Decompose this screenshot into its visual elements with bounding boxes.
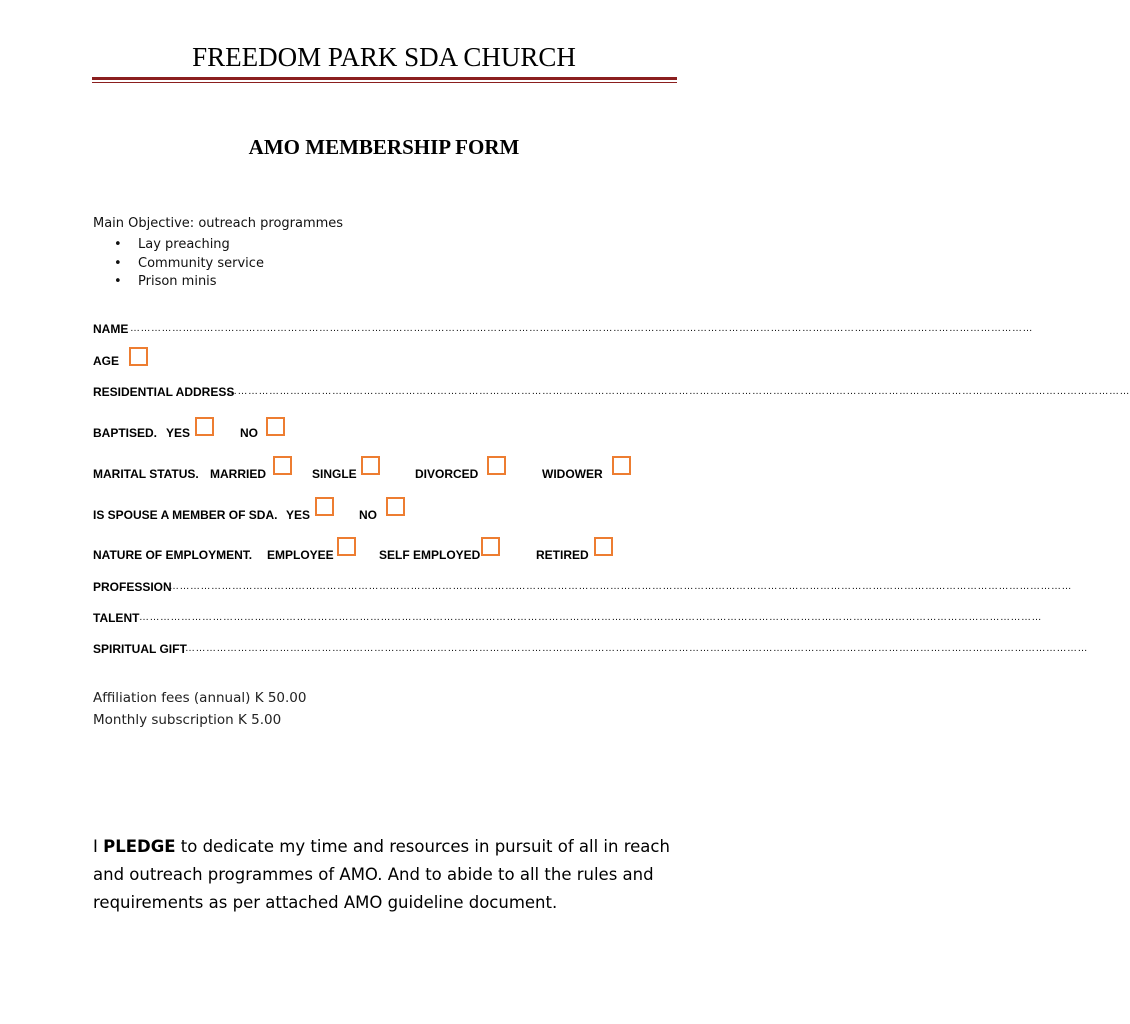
widower-checkbox[interactable] [612,456,631,475]
objective-item: • Lay preaching [112,236,264,255]
pledge-keyword: PLEDGE [103,837,176,856]
baptised-no-checkbox[interactable] [266,417,285,436]
baptised-yes-label: YES [166,426,191,440]
employee-checkbox[interactable] [337,537,356,556]
married-checkbox[interactable] [273,456,292,475]
objective-item: • Prison minis [112,273,264,292]
marital-status-label: MARITAL STATUS. [93,467,199,481]
widower-label: WIDOWER [542,467,603,481]
spouse-member-label: IS SPOUSE A MEMBER OF SDA. [93,508,278,522]
age-label: AGE [93,354,120,368]
baptised-yes-checkbox[interactable] [195,417,214,436]
name-label: NAME [93,322,129,336]
talent-field[interactable]: …………………………………………………………………………………………………………………………………………………………………………………………………………………………………… [139,612,1042,623]
self-employed-checkbox[interactable] [481,537,500,556]
main-objective: Main Objective: outreach programmes [93,216,344,231]
spouse-no-checkbox[interactable] [386,497,405,516]
address-field[interactable]: …………………………………………………………………………………………………………………………………………………………………………………………………………………………………… [227,386,1130,397]
church-name-heading: FREEDOM PARK SDA CHURCH [192,42,576,72]
spouse-yes-label: YES [286,508,311,522]
form-title: AMO MEMBERSHIP FORM [248,135,520,159]
spiritual-gift-label: SPIRITUAL GIFT [93,642,187,656]
baptised-label: BAPTISED. [93,426,158,440]
spouse-yes-checkbox[interactable] [315,497,334,516]
pledge-prefix: I [93,837,104,856]
pledge-text: to dedicate my time and resources in pursuit of all in reach and outreach programmes of AMO. And to abide to all the rules and requirements as per attached AMO guideline document. [93,837,670,912]
divorced-checkbox[interactable] [487,456,506,475]
retired-label: RETIRED [536,548,589,562]
divorced-label: DIVORCED [415,467,479,481]
employee-label: EMPLOYEE [267,548,334,562]
objective-list [112,236,264,292]
spouse-no-label: NO [359,508,377,522]
employment-label: NATURE OF EMPLOYMENT. [93,548,253,562]
header-rule-thick [92,77,677,80]
affiliation-fee: Affiliation fees (annual) K 50.00 [93,690,307,706]
baptised-no-label: NO [240,426,258,440]
objective-item: • Community service [112,255,264,274]
self-employed-label: SELF EMPLOYED [379,548,481,562]
married-label: MARRIED [210,467,266,481]
spiritual-gift-field[interactable]: …………………………………………………………………………………………………………………………………………………………………………………………………………………………………… [185,643,1088,654]
address-label: RESIDENTIAL ADDRESS [93,385,235,399]
profession-field[interactable]: …………………………………………………………………………………………………………………………………………………………………………………………………………………………………… [169,581,1072,592]
profession-label: PROFESSION [93,580,172,594]
header-rule-thin [92,82,677,83]
monthly-subscription: Monthly subscription K 5.00 [93,712,282,728]
single-checkbox[interactable] [361,456,380,475]
single-label: SINGLE [312,467,357,481]
age-checkbox[interactable] [129,347,148,366]
name-field[interactable]: …………………………………………………………………………………………………………………………………………………………………………………………………………………………………… [130,323,1033,334]
retired-checkbox[interactable] [594,537,613,556]
talent-label: TALENT [93,611,140,625]
pledge-statement [93,833,693,917]
